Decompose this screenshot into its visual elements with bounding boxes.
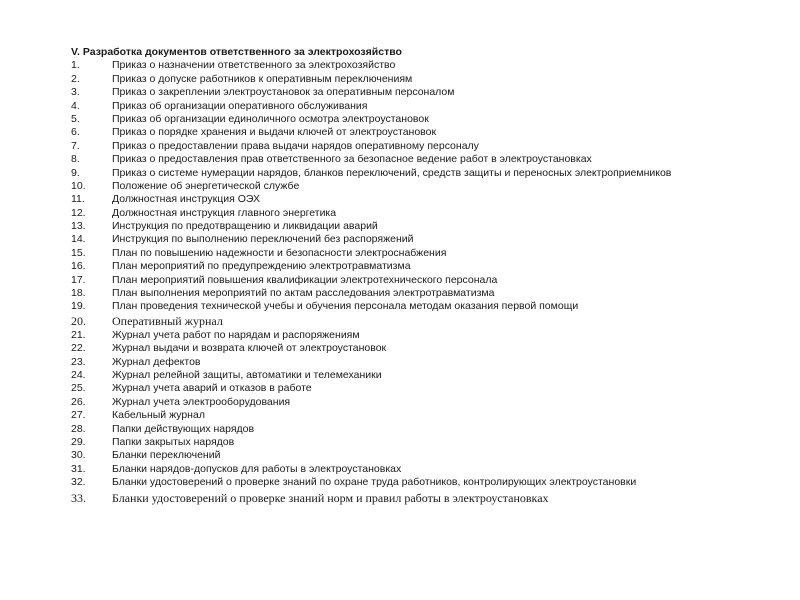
list-item-23 (71, 356, 771, 369)
list-item-32 (71, 476, 771, 489)
item-text: Приказ о допуске работников к оперативным переключениям (112, 72, 413, 85)
item-text: План мероприятий повышения квалификации электротехнического персонала (112, 273, 498, 286)
item-number: 5. (71, 112, 80, 125)
item-text: Должностная инструкция главного энергетика (112, 206, 337, 219)
item-number: 27. (71, 409, 86, 422)
list-item-7 (71, 140, 771, 153)
list-item-10 (71, 180, 771, 193)
item-text: Журнал дефектов (112, 355, 201, 368)
item-text: Инструкция по предотвращению и ликвидации аварий (112, 220, 378, 233)
item-number: 28. (71, 422, 86, 435)
list-item-4 (71, 100, 771, 113)
list-item-22 (71, 342, 771, 355)
item-text: Инструкция по выполнению переключений без распоряжений (112, 233, 414, 246)
item-text: Положение об энергетической службе (112, 179, 300, 192)
item-number: 17. (71, 273, 86, 286)
item-text: Бланки удостоверений о проверке знаний норм и правил работы в электроустановках (112, 490, 549, 505)
item-number: 31. (71, 462, 86, 475)
item-number: 10. (71, 179, 86, 192)
item-text: Приказ о порядке хранения и выдачи ключей от электроустановок (112, 126, 437, 139)
item-number: 11. (71, 193, 85, 206)
list-item-29 (71, 436, 771, 449)
list-item-19 (71, 300, 771, 313)
item-text: Журнал выдачи и возврата ключей от электроустановок (112, 342, 387, 355)
list-item-3 (71, 86, 771, 99)
list-item-9 (71, 167, 771, 180)
list-item-16 (71, 260, 771, 273)
document-list (71, 59, 771, 506)
item-number: 2. (71, 72, 80, 85)
item-number: 16. (71, 260, 86, 273)
item-number: 21. (71, 328, 86, 341)
list-item-14 (71, 233, 771, 246)
item-text: Журнал учета аварий и отказов в работе (112, 382, 312, 395)
item-text: Папки закрытых нарядов (112, 435, 235, 448)
list-item-21 (71, 329, 771, 342)
item-number: 20. (71, 313, 86, 328)
list-item-1 (71, 59, 771, 72)
item-text: Бланки удостоверений о проверке знаний по охране труда работников, контролирующих электроустановки (112, 476, 637, 489)
item-text: Приказ о системе нумерации нарядов, бланков переключений, средств защиты и переносных электроприемников (112, 166, 672, 179)
item-number: 14. (71, 233, 86, 246)
item-number: 23. (71, 355, 86, 368)
list-item-6 (71, 126, 771, 139)
item-text: Журнал учета работ по нарядам и распоряжениям (112, 328, 360, 341)
item-text: Приказ о назначении ответственного за электрохозяйство (112, 59, 396, 72)
item-number: 30. (71, 449, 86, 462)
list-item-13 (71, 220, 771, 233)
list-item-17 (71, 274, 771, 287)
item-number: 1. (71, 59, 80, 72)
list-item-15 (71, 247, 771, 260)
list-item-20 (71, 314, 771, 329)
list-item-5 (71, 113, 771, 126)
item-text: Приказ о закреплении электроустановок за оперативным персоналом (112, 86, 455, 99)
item-text: Должностная инструкция ОЭХ (112, 193, 261, 206)
list-item-25 (71, 382, 771, 395)
list-item-24 (71, 369, 771, 382)
item-number: 26. (71, 395, 86, 408)
item-number: 13. (71, 220, 86, 233)
document (71, 46, 771, 507)
list-item-27 (71, 409, 771, 422)
list-item-26 (71, 396, 771, 409)
item-number: 19. (71, 300, 86, 313)
item-text: Кабельный журнал (112, 409, 205, 422)
item-text: Оперативный журнал (112, 313, 223, 328)
item-number: 6. (71, 126, 80, 139)
item-text: План проведения технической учебы и обучения персонала методам оказания первой помощи (112, 300, 579, 313)
item-text: План мероприятий по предупреждению электротравматизма (112, 260, 411, 273)
list-item-11 (71, 193, 771, 206)
list-item-8 (71, 153, 771, 166)
list-item-31 (71, 463, 771, 476)
item-number: 3. (71, 86, 80, 99)
item-text: Журнал учета электрооборудования (112, 395, 291, 408)
list-item-2 (71, 73, 771, 86)
item-text: Журнал релейной защиты, автоматики и телемеханики (112, 368, 382, 381)
list-item-12 (71, 207, 771, 220)
item-number: 7. (71, 139, 80, 152)
item-text: План по повышению надежности и безопасности электроснабжения (112, 246, 447, 259)
item-text: План выполнения мероприятий по актам расследования электротравматизма (112, 287, 495, 300)
item-number: 12. (71, 206, 86, 219)
item-text: Приказ о предоставления прав ответственного за безопасное ведение работ в электроустановках (112, 153, 592, 166)
item-text: Бланки нарядов-допусков для работы в электроустановках (112, 462, 402, 475)
item-number: 18. (71, 287, 86, 300)
list-item-28 (71, 423, 771, 436)
item-number: 22. (71, 342, 86, 355)
item-text: Приказ о предоставлении права выдачи нарядов оперативному персоналу (112, 139, 479, 152)
item-number: 24. (71, 368, 86, 381)
item-number: 25. (71, 382, 86, 395)
item-number: 4. (71, 99, 80, 112)
item-number: 32. (71, 476, 86, 489)
item-text: Бланки переключений (112, 449, 221, 462)
item-number: 8. (71, 153, 80, 166)
item-number: 33. (71, 490, 86, 505)
item-text: Папки действующих нарядов (112, 422, 255, 435)
item-text: Приказ об организации оперативного обслуживания (112, 99, 368, 112)
list-item-33 (71, 490, 771, 507)
section-heading: V. Разработка документов ответственного за электрохозяйство (71, 46, 402, 58)
item-number: 15. (71, 246, 86, 259)
item-text: Приказ об организации единоличного осмотра электроустановок (112, 112, 429, 125)
item-number: 9. (71, 166, 80, 179)
list-item-18 (71, 287, 771, 300)
item-number: 29. (71, 435, 86, 448)
list-item-30 (71, 449, 771, 462)
